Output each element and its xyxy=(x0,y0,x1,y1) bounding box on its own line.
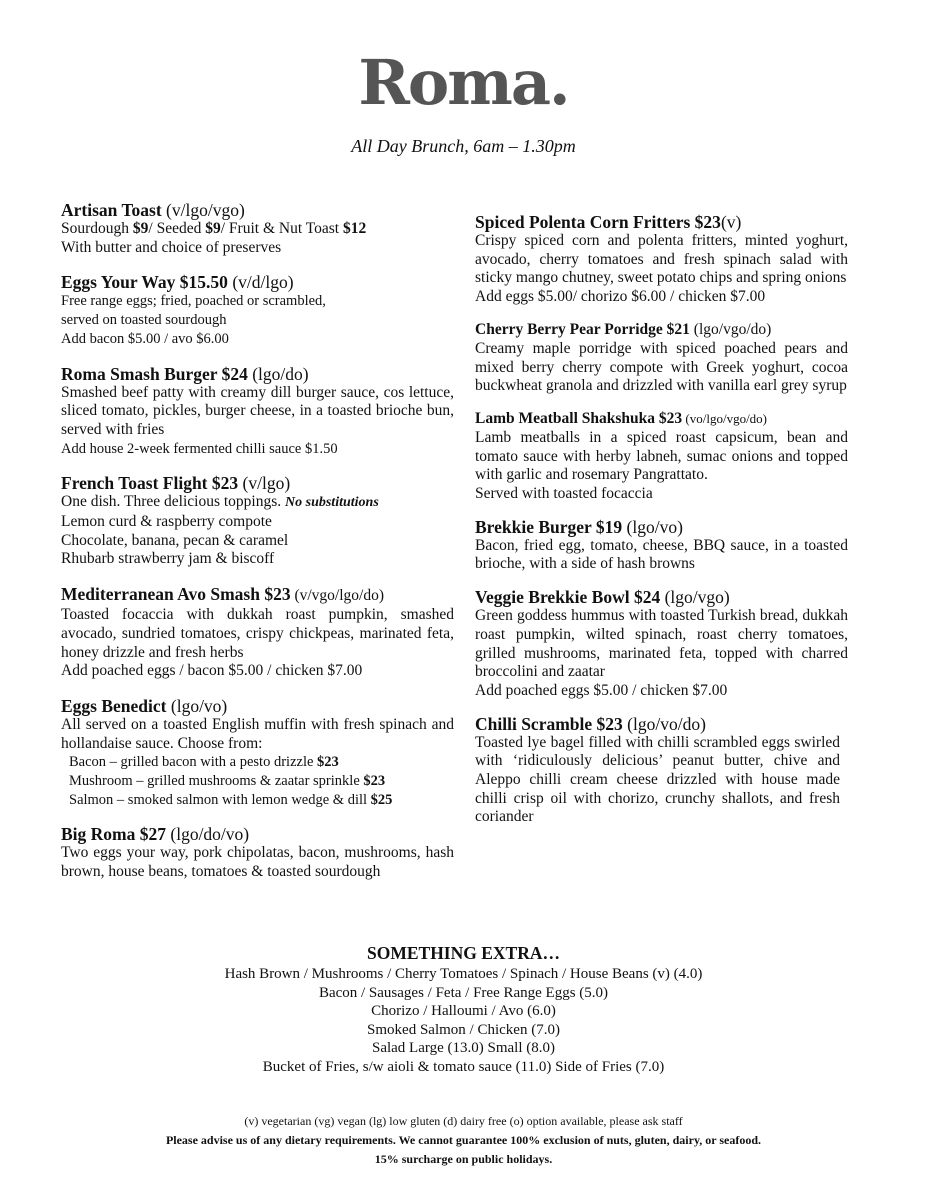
menu-item-roma-smash-burger xyxy=(61,364,454,459)
menu-item-brekkie-burger xyxy=(475,517,848,574)
topping-option: Rhubarb strawberry jam & biscoff xyxy=(61,550,275,568)
item-description: Bacon, fried egg, tomato, cheese, BBQ sauce, in a toasted brioche, with a side of hash browns xyxy=(475,536,848,573)
menu-column-right xyxy=(475,212,848,840)
diet-tags: (v) xyxy=(720,212,742,232)
item-description: All served on a toasted English muffin with fresh spinach and hollandaise sauce. Choose from: xyxy=(61,715,454,752)
dietary-legend: (v) vegetarian (vg) vegan (lg) low gluten (d) dairy free (o) option available, please ask staff xyxy=(244,1114,683,1128)
something-extra-section xyxy=(0,943,927,1077)
item-addon: Served with toasted focaccia xyxy=(475,485,653,503)
item-description: Crispy spiced corn and polenta fritters, minted yoghurt, avocado, cherry tomatoes and fresh spinach salad with sticky mango chutney, sweet potato chips and spring onions xyxy=(475,232,848,287)
menu-subtitle: All Day Brunch, 6am – 1.30pm xyxy=(351,136,576,156)
benedict-option-salmon: Salmon – smoked salmon with lemon wedge & dill $25 xyxy=(69,791,393,808)
benedict-option-mushroom: Mushroom – grilled mushrooms & zaatar sprinkle $23 xyxy=(69,773,386,790)
item-description: Creamy maple porridge with spiced poached pears and mixed berry cherry compote with Greek yoghurt, cocoa buckwheat granola and drizzled with vanilla earl grey syrup xyxy=(475,339,848,395)
diet-tags: (v/vgo/lgo/do) xyxy=(290,587,385,605)
item-title: Artisan Toast (v/lgo/vgo) xyxy=(61,200,245,220)
diet-tags: (lgo/vgo) xyxy=(660,587,730,608)
item-title: Big Roma $27 (lgo/do/vo) xyxy=(61,824,250,845)
diet-tags: (lgo/do/vo) xyxy=(166,824,250,845)
holiday-surcharge: 15% surcharge on public holidays. xyxy=(374,1152,553,1166)
diet-tags: (lgo/vo/do) xyxy=(622,713,706,734)
item-title: Cherry Berry Pear Porridge $21 (lgo/vgo/do) xyxy=(475,320,772,338)
diet-tags: (vo/lgo/vgo/do) xyxy=(682,410,768,426)
item-addon: Add house 2-week fermented chilli sauce $1.50 xyxy=(61,440,338,457)
item-title: Roma Smash Burger $24 (lgo/do) xyxy=(61,363,309,384)
item-description: With butter and choice of preserves xyxy=(61,238,282,256)
diet-tags: (v/lgo) xyxy=(238,473,291,494)
item-description: Green goddess hummus with toasted Turkish bread, dukkah roast pumpkin, wilted spinach, roast cherry tomatoes, grilled mushrooms, marinated feta, topped with charred broccolini and zaatar xyxy=(475,607,848,681)
menu-item-cherry-berry-porridge xyxy=(475,320,848,396)
diet-tags: (lgo/vgo/do) xyxy=(689,320,772,338)
item-addon: Add eggs $5.00/ chorizo $6.00 / chicken $7.00 xyxy=(475,288,766,306)
restaurant-logo: Roma. xyxy=(358,46,569,119)
item-title: Eggs Your Way $15.50 (v/d/lgo) xyxy=(61,272,294,293)
topping-option: Chocolate, banana, pecan & caramel xyxy=(61,531,289,549)
item-title: Veggie Brekkie Bowl $24 (lgo/vgo) xyxy=(475,587,730,608)
menu-item-lamb-meatball-shakshuka xyxy=(475,409,848,504)
extras-title: SOMETHING EXTRA… xyxy=(366,943,560,963)
benedict-option-bacon: Bacon – grilled bacon with a pesto drizzle $23 xyxy=(69,754,339,771)
diet-tags: (lgo/vo) xyxy=(166,695,228,716)
menu-item-polenta-corn-fritters xyxy=(475,212,848,307)
item-description: One dish. Three delicious toppings. No substitutions xyxy=(61,493,379,511)
item-title: Brekkie Burger $19 (lgo/vo) xyxy=(475,516,683,537)
menu-item-french-toast-flight xyxy=(61,473,454,569)
item-title: Spiced Polenta Corn Fritters $23(v) xyxy=(475,212,742,232)
item-title: Mediterranean Avo Smash $23 (v/vgo/lgo/do) xyxy=(61,584,385,605)
diet-tags: (v/d/lgo) xyxy=(227,272,294,293)
item-title: Chilli Scramble $23 (lgo/vo/do) xyxy=(475,713,706,734)
extras-line: Salad Large (13.0) Small (8.0) xyxy=(371,1040,555,1057)
diet-tags: (lgo/do) xyxy=(247,363,309,384)
menu-item-big-roma xyxy=(61,824,454,881)
item-description: Smashed beef patty with creamy dill burger sauce, cos lettuce, sliced tomato, pickles, burger cheese, in a toasted brioche bun, served with fries xyxy=(61,383,454,438)
item-description: Lamb meatballs in a spiced roast capsicum, bean and tomato sauce with herby labneh, sumac onions and topped with garlic and rosemary Pangrattato. xyxy=(475,428,848,484)
extras-line: Smoked Salmon / Chicken (7.0) xyxy=(367,1021,560,1038)
dietary-advice: Please advise us of any dietary requirements. We cannot guarantee 100% exclusion of nuts, gluten, dairy, or seafood. xyxy=(165,1133,762,1147)
menu-item-artisan-toast xyxy=(61,200,454,257)
item-description: Free range eggs; fried, poached or scrambled, xyxy=(61,293,326,310)
no-substitutions-note: No substitutions xyxy=(285,495,379,511)
item-addon: Add poached eggs $5.00 / chicken $7.00 xyxy=(475,681,728,699)
menu-item-chilli-scramble xyxy=(475,714,848,828)
menu-footer xyxy=(0,1112,927,1169)
item-description: served on toasted sourdough xyxy=(61,312,227,329)
item-description: Two eggs your way, pork chipolatas, bacon, mushrooms, hash brown, house beans, tomatoes & toasted sourdough xyxy=(61,844,454,881)
extras-line: Bucket of Fries, s/w aioli & tomato sauce (11.0) Side of Fries (7.0) xyxy=(262,1058,665,1075)
item-addon: Add bacon $5.00 / avo $6.00 xyxy=(61,330,229,347)
item-description: Toasted lye bagel filled with chilli scrambled eggs swirled with ‘ridiculously delicious’ peanut butter, chive and Aleppo chilli cream cheese drizzled with house made chilli crisp oil with chorizo, crunchy shallots, and fresh coriander xyxy=(475,733,840,826)
extras-line: Bacon / Sausages / Feta / Free Range Eggs (5.0) xyxy=(318,984,609,1001)
item-title: Lamb Meatball Shakshuka $23 (vo/lgo/vgo/do) xyxy=(475,409,768,427)
menu-item-eggs-benedict xyxy=(61,696,454,810)
item-description: Toasted focaccia with dukkah roast pumpkin, smashed avocado, sundried tomatoes, crispy chickpeas, marinated feta, honey drizzle and fresh herbs xyxy=(61,606,454,661)
diet-tags: (lgo/vo) xyxy=(622,516,683,537)
menu-item-veggie-brekkie-bowl xyxy=(475,587,848,701)
extras-line: Hash Brown / Mushrooms / Cherry Tomatoes / Spinach / House Beans (v) (4.0) xyxy=(224,966,703,982)
item-title: French Toast Flight $23 (v/lgo) xyxy=(61,473,291,494)
item-title: Eggs Benedict (lgo/vo) xyxy=(61,695,228,716)
menu-item-mediterranean-avo-smash xyxy=(61,584,454,681)
topping-option: Lemon curd & raspberry compote xyxy=(61,513,272,531)
diet-tags: (v/lgo/vgo) xyxy=(161,200,245,220)
menu-column-left xyxy=(61,200,454,897)
menu-item-eggs-your-way xyxy=(61,272,454,348)
item-addon: Add poached eggs / bacon $5.00 / chicken $7.00 xyxy=(61,662,363,680)
extras-line: Chorizo / Halloumi / Avo (6.0) xyxy=(371,1003,556,1020)
item-prices: Sourdough $9/ Seeded $9/ Fruit & Nut Toast $12 xyxy=(61,220,367,237)
